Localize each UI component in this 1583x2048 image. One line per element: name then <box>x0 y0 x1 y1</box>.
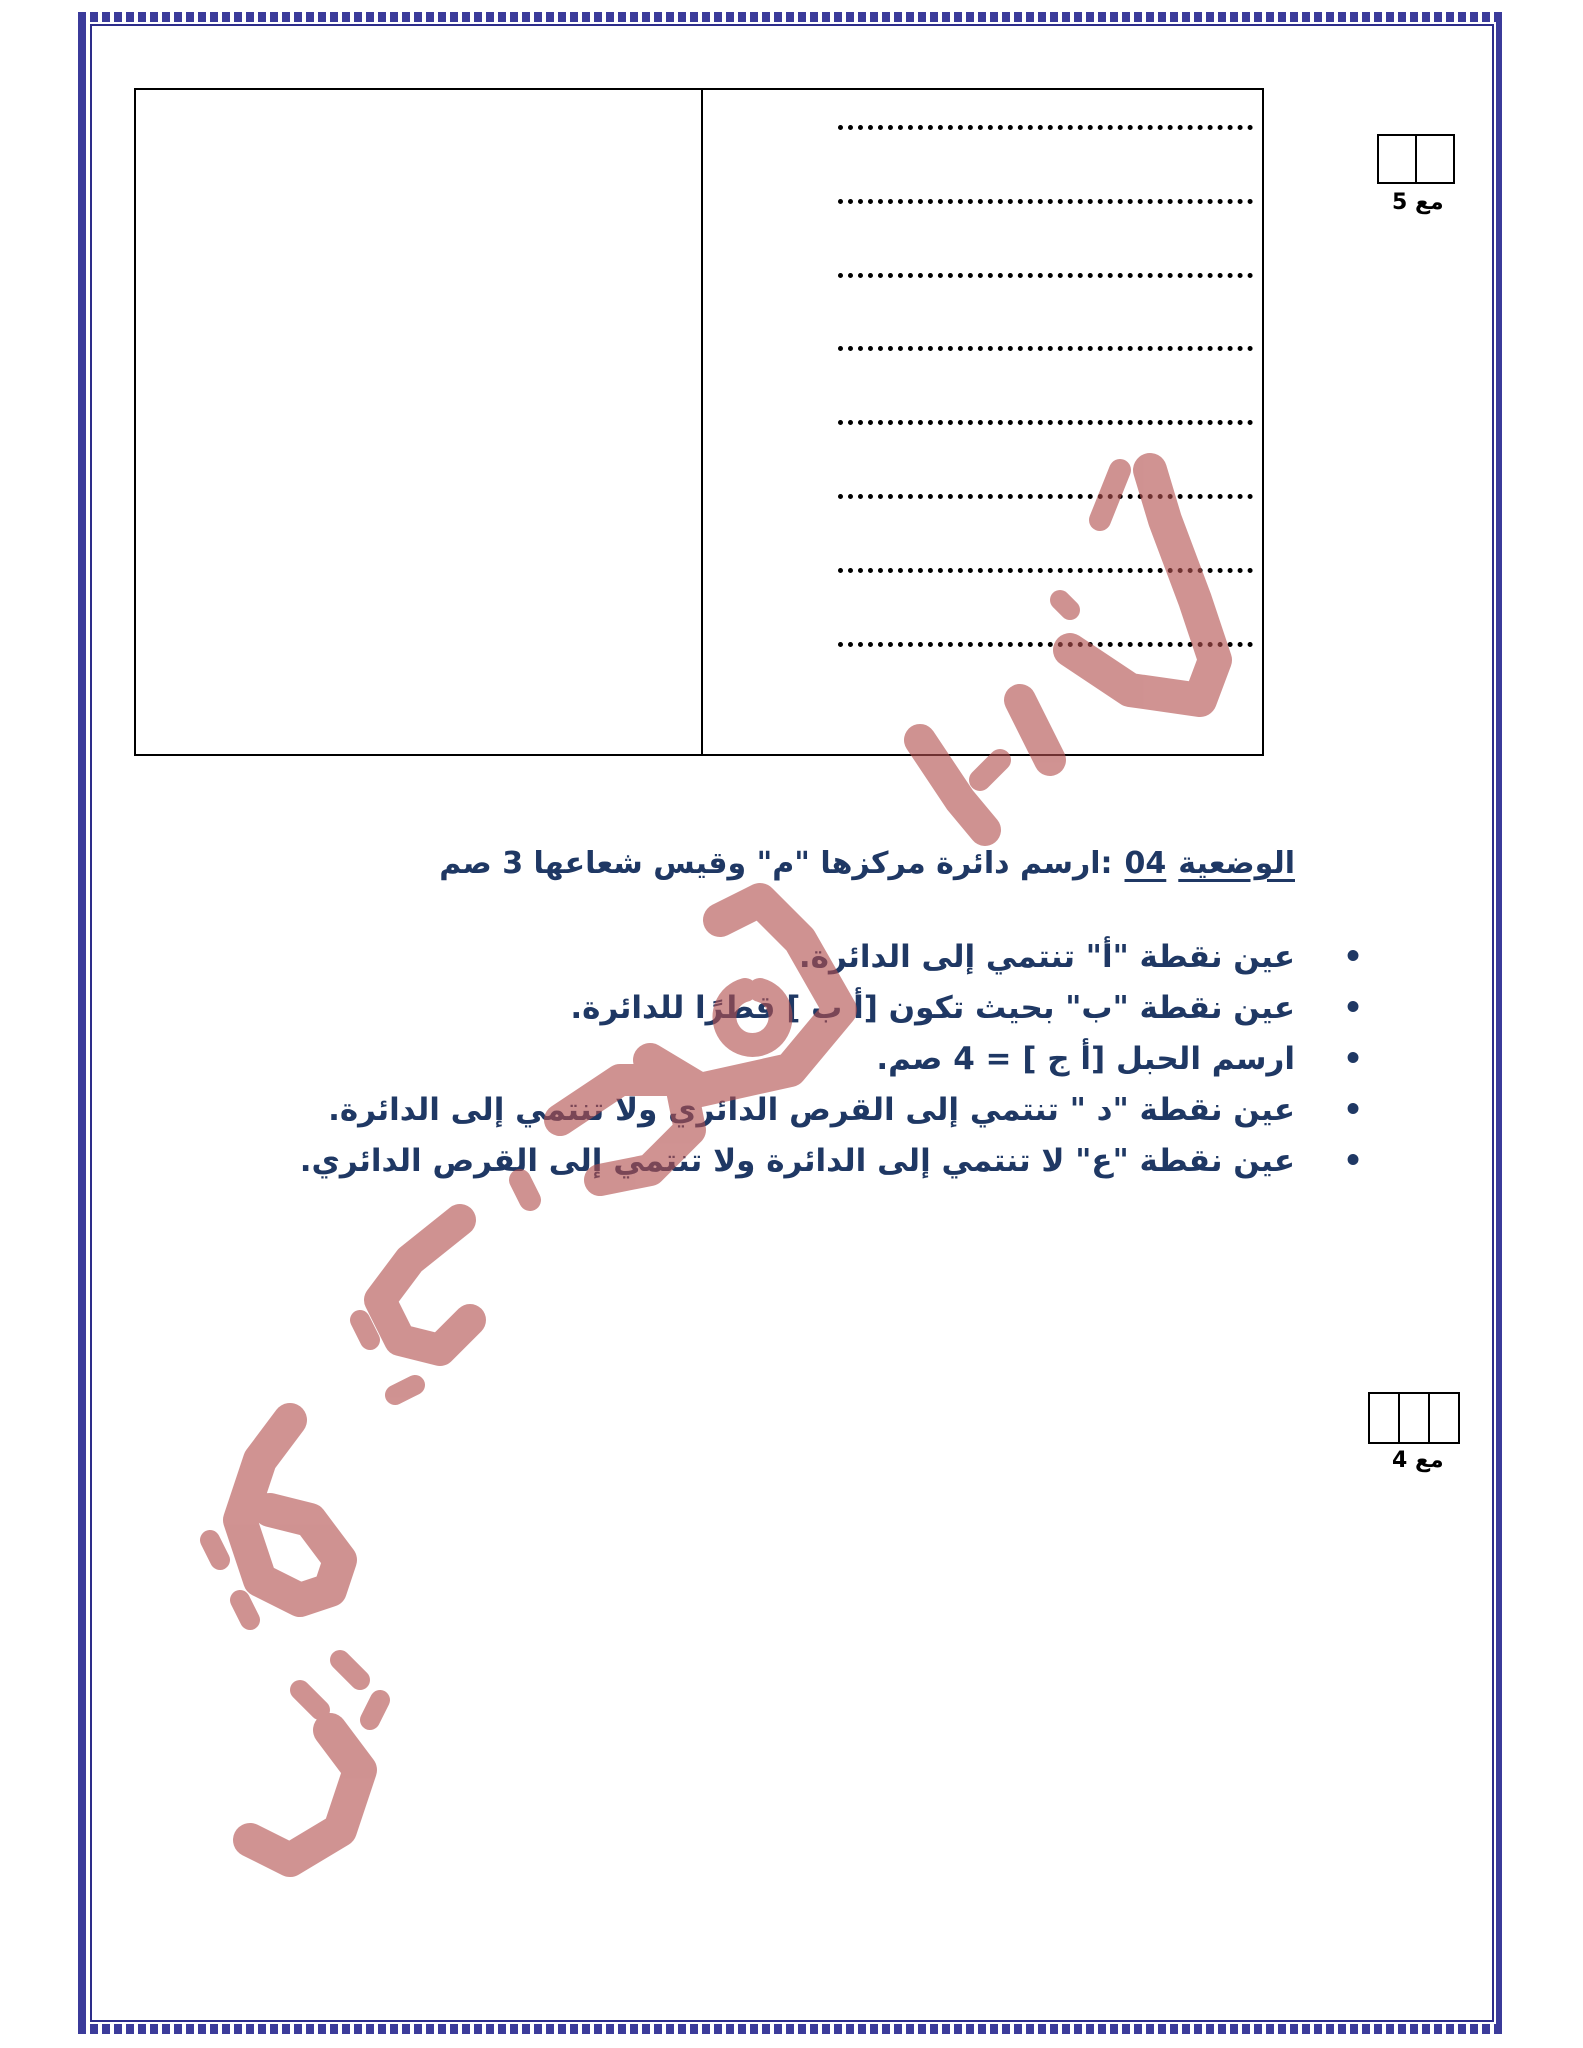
answer-line-6[interactable] <box>838 494 1253 499</box>
situation-label: الوضعية <box>1178 846 1295 881</box>
grade-cell[interactable] <box>1428 1394 1458 1442</box>
grade-cell[interactable] <box>1415 136 1453 182</box>
grade-label-bottom: مع 4 <box>1392 1448 1444 1473</box>
answer-frame <box>134 88 1264 756</box>
grade-box-bottom[interactable] <box>1368 1392 1460 1444</box>
task-list <box>295 932 1295 1187</box>
task-item: • عين نقطة "ع" لا تنتمي إلى الدائرة ولا تنتمي إلى القرص الدائري. <box>295 1136 1295 1187</box>
situation-instruction: :ارسم دائرة مركزها "م" وقيس شعاعها 3 صم <box>439 846 1113 881</box>
task-item: • عين نقطة "د " تنتمي إلى القرص الدائري ولا تنتمي إلى الدائرة. <box>295 1085 1295 1136</box>
answer-divider <box>701 90 703 754</box>
answer-line-5[interactable] <box>838 420 1253 425</box>
answer-line-7[interactable] <box>838 568 1253 573</box>
grade-label-top: مع 5 <box>1392 190 1444 215</box>
grade-cell[interactable] <box>1398 1394 1428 1442</box>
answer-line-2[interactable] <box>838 199 1253 204</box>
situation-title <box>439 846 1295 881</box>
task-item: • عين نقطة "ب" بحيث تكون [أ ب ] قطرًا للدائرة. <box>295 983 1295 1034</box>
answer-line-8[interactable] <box>838 642 1253 647</box>
task-item: • عين نقطة "أ" تنتمي إلى الدائرة. <box>295 932 1295 983</box>
grade-cell[interactable] <box>1379 136 1415 182</box>
answer-line-1[interactable] <box>838 125 1253 130</box>
grade-cell[interactable] <box>1370 1394 1398 1442</box>
answer-line-3[interactable] <box>838 273 1253 278</box>
situation-number: 04 <box>1124 846 1167 881</box>
task-item: • ارسم الحبل [أ ج ] = 4 صم. <box>295 1034 1295 1085</box>
answer-line-4[interactable] <box>838 346 1253 351</box>
grade-box-top[interactable] <box>1377 134 1455 184</box>
